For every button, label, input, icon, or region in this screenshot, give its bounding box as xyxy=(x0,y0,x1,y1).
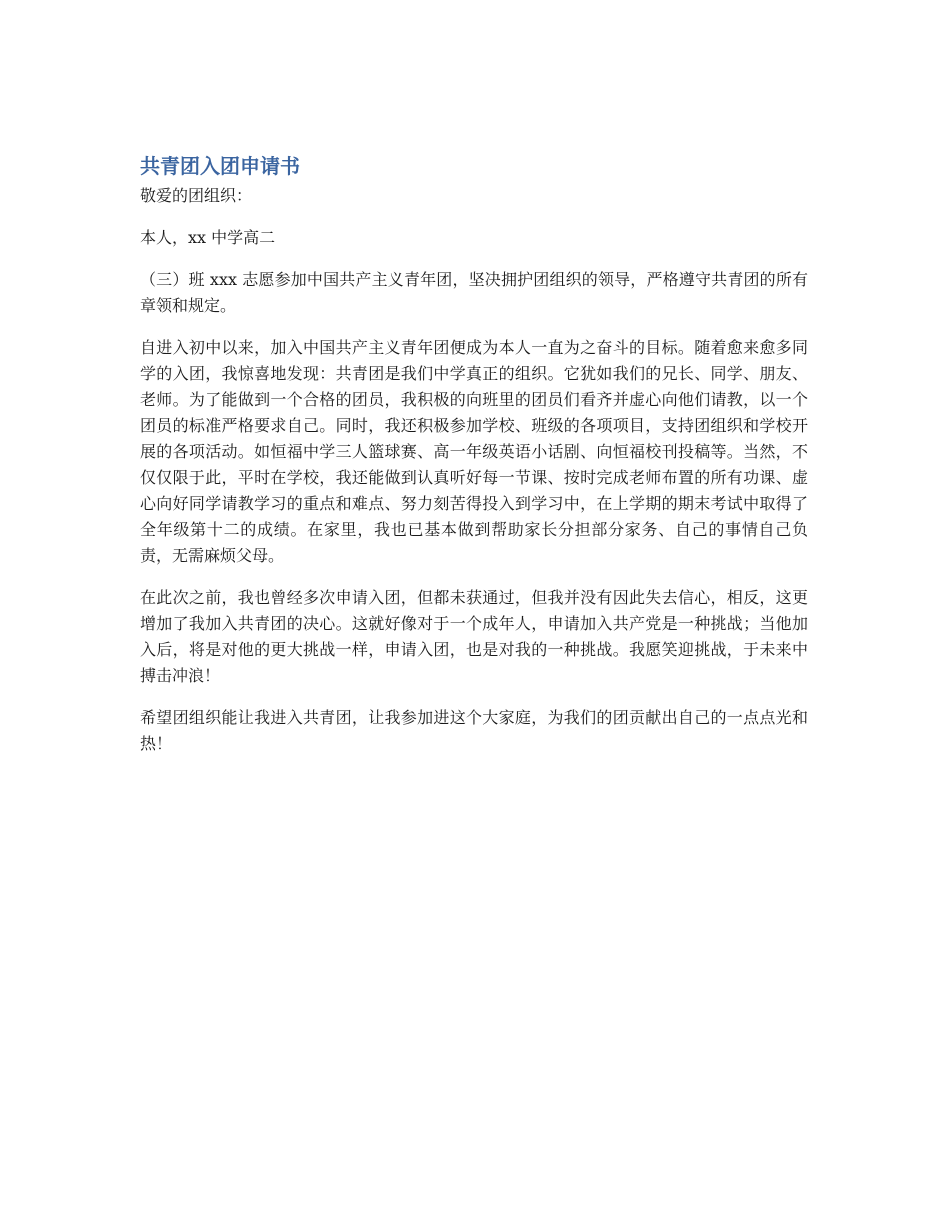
paragraph-intro: 本人，xx 中学高二 xyxy=(140,228,276,247)
paragraph-experience: 自进入初中以来，加入中国共产主义青年团便成为本人一直为之奋斗的目标。随着愈来愈多同学的入团，我惊喜地发现：共青团是我们中学真正的组织。它犹如我们的兄长、同学、朋友、老师。为了能做到一个合格的团员，我积极的向班里的团员们看齐并虚心向他们请教，以一个团员的标准严格要求自己。同时，我还积极参加学校、班级的各项项目，支持团组织和学校开展的各项活动。如恒福中学三人篮球赛、高一年级英语小话剧、向恒福校刊投稿等。当然，不仅仅限于此，平时在学校，我还能做到认真听好每一节课、按时完成老师布置的所有功课、虚心向好同学请教学习的重点和难点、努力刻苦得投入到学习中，在上学期的期末考试中取得了全年级第十二的成绩。在家里，我也已基本做到帮助家长分担部分家务、自己的事情自己负责，无需麻烦父母。 xyxy=(140,338,808,565)
paragraph-determination: 在此次之前，我也曾经多次申请入团，但都未获通过，但我并没有因此失去信心，相反，这更增加了我加入共青团的决心。这就好像对于一个成年人，申请加入共产党是一种挑战；当他加入后，将是对他的更大挑战一样，申请入团，也是对我的一种挑战。我愿笑迎挑战，于未来中搏击冲浪！ xyxy=(140,588,808,685)
document-body xyxy=(140,151,808,773)
salutation: 敬爱的团组织： xyxy=(140,186,253,205)
paragraph-pledge: （三）班 xxx 志愿参加中国共产主义青年团，坚决拥护团组织的领导，严格遵守共青团的所有章领和规定。 xyxy=(140,270,808,315)
paragraph-closing: 希望团组织能让我进入共青团，让我参加进这个大家庭，为我们的团贡献出自己的一点点光和热！ xyxy=(140,708,808,753)
document-title: 共青团入团申请书 xyxy=(140,154,300,178)
